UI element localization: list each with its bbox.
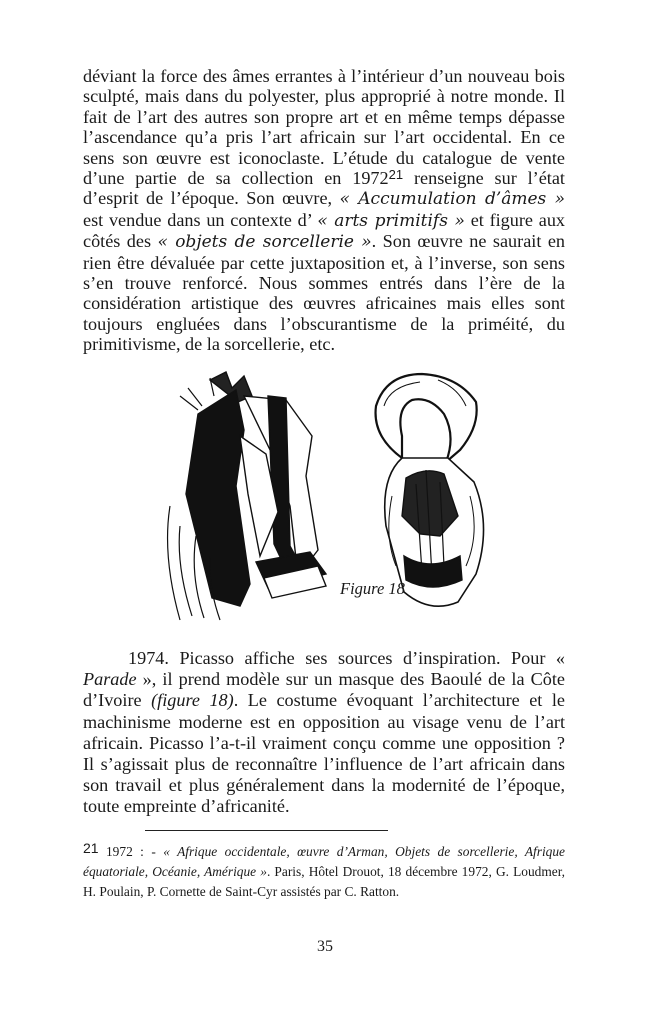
work-title-accumulation: « Accumulation d’âmes » [339, 189, 566, 210]
figure-caption: Figure 18 [340, 579, 405, 598]
text-run: 1974. Picasso affiche ses sources d’inspiration. Pour « [128, 648, 565, 668]
text-run: », il prend modèle sur un masque des Baoulé de la Côte d’Ivoire [83, 669, 565, 711]
catalogue-title: « Afrique occidentale, œuvre d’Arman, Objets de sorcellerie, Afrique équatoriale, Océanie, Amérique » [83, 844, 566, 879]
text-run: est vendue dans un contexte d’ [83, 209, 318, 230]
footnote-separator [145, 830, 388, 831]
text-run: . Le costume évoquant l’architecture et le machinisme moderne est en opposition au visage venu de l’art africain. Picasso l’a-t-il vraiment conçu comme une opposition ? Il s’agissait plus de reconnaître l’influence de l’art africain dans son travail et plus généralement dans la modernité de l’époque, toute empreinte d’africanité. [83, 690, 565, 817]
figure-18-masks-drawing [140, 366, 530, 624]
footnote-number: 21 [83, 840, 99, 856]
footnote-ref-21[interactable]: 21 [388, 167, 404, 183]
left-mask-drawing [168, 372, 326, 620]
text-run: . Paris, Hôtel Drouot, 18 décembre 1972, G. Loudmer, H. Poulain, P. Cornette de Saint-Cyr assistés par C. Ratton. [83, 864, 565, 899]
text-run: . Son œuvre ne saurait en rien être dévaluée par cette juxtaposition et, à l’inverse, son sens s’en trouve renforcé. Nous sommes entrés dans l’ère de la considération artistique des œuvres africaines mais elles sont toujours engluées dans l’obscurantisme de la priméité, du primitivisme, de la sorcellerie, etc. [83, 231, 565, 355]
paragraph-picasso [83, 648, 565, 818]
page-number: 35 [317, 938, 333, 955]
text-run: déviant la force des âmes errantes à l’intérieur d’un nouveau bois sculpté, mais dans du polyester, plus approprié à notre monde. Il fait de l’art des autres son propre art et en même temps dépasse l’ascendance qu’a pris l’art africain sur l’art occidental. En ce sens son œuvre est iconoclaste. L’étude du catalogue de vente d’une partie de sa collection en 1972 [83, 66, 565, 189]
paragraph-arman [83, 66, 565, 355]
text-run: 1972 : - [98, 844, 164, 859]
figure-reference[interactable]: (figure 18) [151, 690, 234, 711]
work-title-parade: Parade [83, 669, 137, 690]
text-run: renseigne sur l’état d’esprit de l’époque. Son œuvre, [83, 168, 565, 209]
quote-arts-primitifs: « arts primitifs » [317, 210, 465, 231]
quote-objets-sorcellerie: « objets de sorcellerie » [157, 232, 372, 253]
footnote-21 [83, 842, 565, 902]
right-mask-drawing [376, 374, 484, 606]
text-run: et figure aux côtés des [83, 209, 566, 252]
